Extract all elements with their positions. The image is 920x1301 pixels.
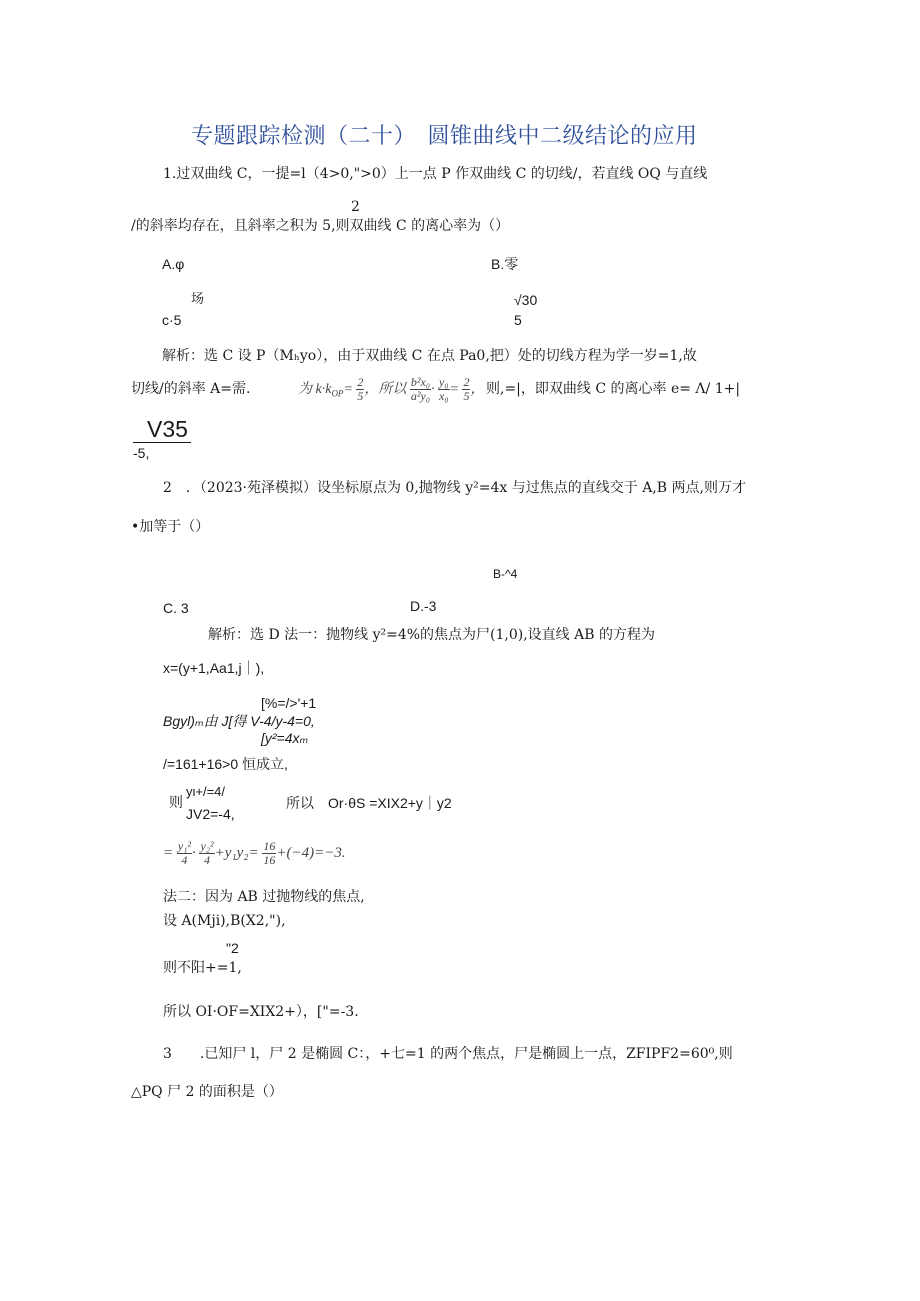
question-2-solution-line-1: 解析：选 D 法一：抛物线 y²=4%的焦点为尸(1,0),设直线 AB 的方程为 [208,627,655,643]
method-2-superscript: "2 [226,940,239,956]
question-1-answer-denominator: -5, [133,445,150,461]
question-2-option-b: B-^4 [493,567,518,581]
question-1-solution-tail: 则,=|，即双曲线 C 的离心率 e= Λ/ 1+| [486,381,741,397]
question-2-line-1: 2 ．（2023·苑泽模拟）设坐标原点为 0,抛物线 y²=4x 与过焦点的直线交于 A,B 两点,则万才 [163,480,746,496]
question-2-option-d: D.-3 [410,598,437,614]
question-3-line-1: 3 .已知尸 l，尸 2 是椭圆 C：，+七=1 的两个焦点，尸是椭圆上一点，ZFIPF2=60⁰,则 [163,1046,733,1062]
dot-product-line: 所以 Or·θS =XIX2+y｜y2 [286,795,452,811]
vieta-then: 则 [169,795,183,811]
question-1-option-c: c·5 [162,312,182,328]
question-1-superscript: 2 [351,199,360,215]
method-2-line-2: 设 A(Mji),B(X2,"), [163,913,286,929]
method-2-line-1: 法二：因为 AB 过抛物线的焦点, [163,889,365,905]
question-1-option-d: 5 [514,312,522,328]
fraction-bar [133,442,191,443]
system-equation-left: Bgyl)ₘ由 J[得 V-4/y-4=0, [163,713,315,729]
question-1-solution-line-1: 解析：选 C 设 P（Mₕyo），由于双曲线 C 在点 Pa0,把）处的切线方程为学一岁=1,故 [162,348,697,364]
method-2-line-4: 所以 OI·OF=XIX2+），["=-3. [163,1004,359,1020]
question-1-option-b: B.零 [491,256,519,272]
method-2-line-3: 则不阳+=1, [163,960,242,976]
question-1-solution-line-2: 切线/的斜率 A=需. [131,381,251,397]
question-1-option-c-numerator: 场 [191,292,205,307]
question-3-line-2: △PQ 尸 2 的面积是（） [131,1084,283,1100]
question-1-line-2: /的斜率均存在，且斜率之积为 5,则双曲线 C 的离心率为（） [131,218,510,234]
question-1-option-d-numerator: √30 [514,292,538,308]
system-equation-bottom: [y²=4xₘ [261,730,309,746]
question-2-option-c: C. 3 [163,600,189,616]
question-1-answer-numerator: V35 [147,416,188,442]
question-2-solution-line-2: x=(y+1,Aa1,j｜), [163,660,265,676]
page-title: 专题跟踪检测（二十） 圆锥曲线中二级结论的应用 [191,124,698,149]
system-equation-top: [%=/>'+1 [261,695,317,711]
question-2-line-2: •加等于（） [131,519,210,535]
vieta-top: yι+/=4/ [186,784,226,799]
question-1-formula-image: 为 $k\cdot k_{OP}=$ $\frac{2}{5}$ ，所以 $\frac{\text{b²x₀}}{\text{a²y₀}}$ · $\frac{\text{y₀}}{\text{x₀}}$ = $\frac{2}{5}$ ， [298,375,485,404]
discriminant-line: /=161+16>0 恒成立, [163,756,288,772]
question-1-line-1: 1.过双曲线 C，一提=l（4>0,">0）上一点 P 作双曲线 C 的切线/，若直线 OQ 与直线 [163,166,708,182]
question-2-formula-image: = $\frac{\text{y₁²}}{4}$ · $\frac{\text{y₂²}}{4}$ +y₁y₂= $\frac{16}{16}$ +(−4)=−3. [163,839,346,868]
vieta-bottom: JV2=-4, [186,806,235,822]
question-1-option-a: A.φ [162,256,185,272]
